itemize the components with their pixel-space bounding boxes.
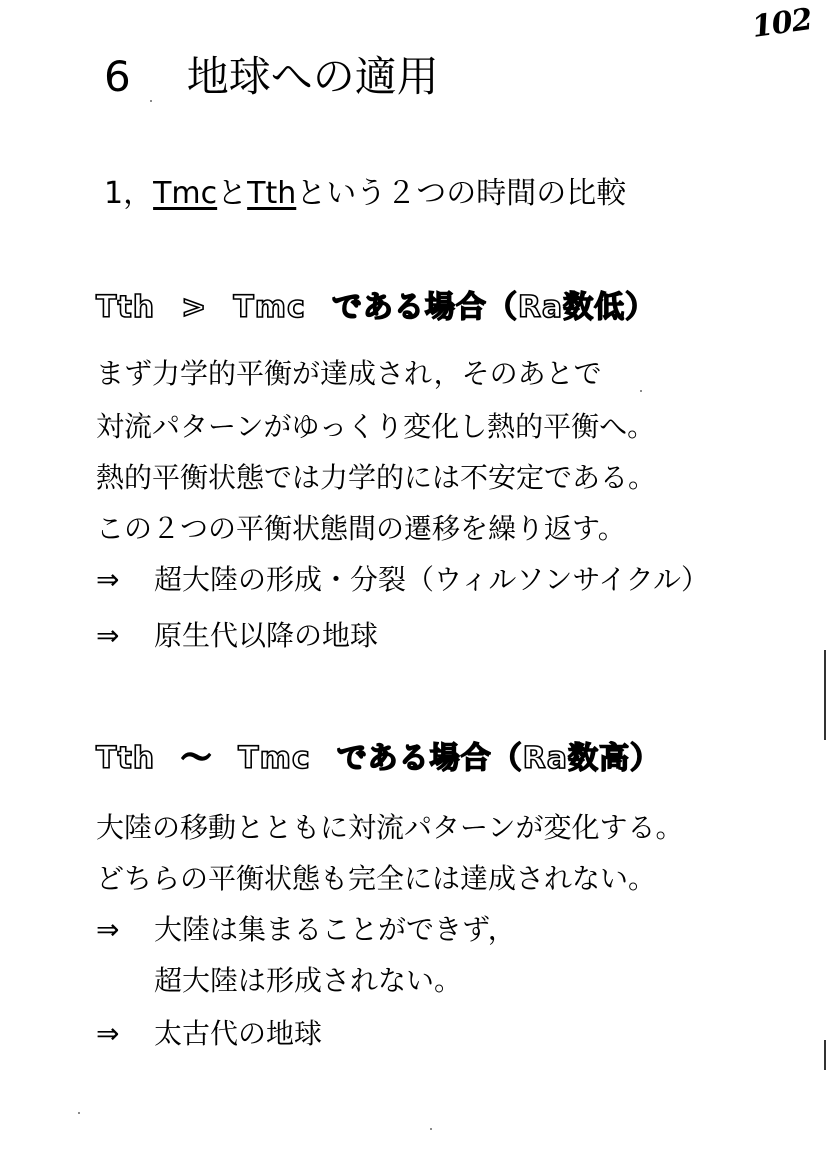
title-number: 6 bbox=[104, 52, 131, 101]
section2-line-2: どちらの平衡状態も完全には達成されない。 bbox=[96, 862, 657, 895]
section1-heading bbox=[96, 282, 656, 326]
section1-arrow-item-2 bbox=[96, 614, 378, 654]
arrow-icon: ⇒ bbox=[96, 913, 120, 946]
section2-line-1: 大陸の移動とともに対流パターンが変化する。 bbox=[96, 811, 684, 844]
section1-heading-operator: > bbox=[181, 290, 208, 325]
section2-arrow-item-2 bbox=[96, 1012, 322, 1052]
scan-speck bbox=[640, 390, 642, 392]
section2-heading-operator: 〜 bbox=[181, 741, 213, 776]
scan-edge-mark bbox=[824, 1040, 826, 1070]
scan-speck bbox=[150, 100, 152, 102]
subtitle-term-tmc: Tmc bbox=[153, 176, 218, 211]
section1-heading-left: Tth bbox=[96, 290, 156, 325]
section2-heading-left: Tth bbox=[96, 741, 156, 776]
section1-line-2: 対流パターンがゆっくり変化し熱的平衡へ。 bbox=[96, 410, 656, 443]
section1-heading-tail: である場合（Ra数低） bbox=[331, 290, 657, 325]
subtitle-middle: と bbox=[217, 176, 248, 211]
arrow-icon: ⇒ bbox=[96, 1017, 120, 1050]
subtitle-suffix: という２つの時間の比較 bbox=[296, 176, 627, 211]
section2-arrow-item-1-text: 大陸は集まることができず， bbox=[154, 913, 516, 946]
section2-heading bbox=[96, 733, 661, 777]
section2-arrow-item-2-text: 太古代の地球 bbox=[154, 1017, 323, 1050]
section1-line-4: この２つの平衡状態間の遷移を繰り返す。 bbox=[96, 512, 626, 545]
section1-line-3: 熱的平衡状態では力学的には不安定である。 bbox=[96, 461, 657, 494]
section2-heading-right: Tmc bbox=[238, 741, 311, 776]
subtitle-prefix: 1， bbox=[104, 176, 154, 211]
section1-arrow-item-1 bbox=[96, 558, 709, 598]
page-number: 102 bbox=[749, 2, 814, 45]
scan-speck bbox=[78, 1112, 80, 1114]
section2-arrow-item-1-continuation: 超大陸は形成されない。 bbox=[154, 964, 463, 997]
subtitle bbox=[104, 168, 626, 212]
subtitle-term-tth: Tth bbox=[247, 176, 297, 211]
title-text: 地球への適用 bbox=[186, 52, 439, 101]
arrow-icon: ⇒ bbox=[96, 563, 120, 596]
section1-heading-right: Tmc bbox=[233, 290, 306, 325]
scan-edge-mark bbox=[824, 650, 826, 740]
page-title bbox=[104, 44, 439, 104]
section1-arrow-item-1-text: 超大陸の形成・分裂（ウィルソンサイクル） bbox=[154, 563, 709, 596]
section1-arrow-item-2-text: 原生代以降の地球 bbox=[154, 619, 379, 652]
section2-arrow-item-1 bbox=[96, 908, 516, 948]
scan-speck bbox=[430, 1128, 432, 1130]
arrow-icon: ⇒ bbox=[96, 619, 120, 652]
section1-line-1: まず力学的平衡が達成され，そのあとで bbox=[96, 357, 602, 390]
section2-heading-tail: である場合（Ra数高） bbox=[336, 741, 662, 776]
